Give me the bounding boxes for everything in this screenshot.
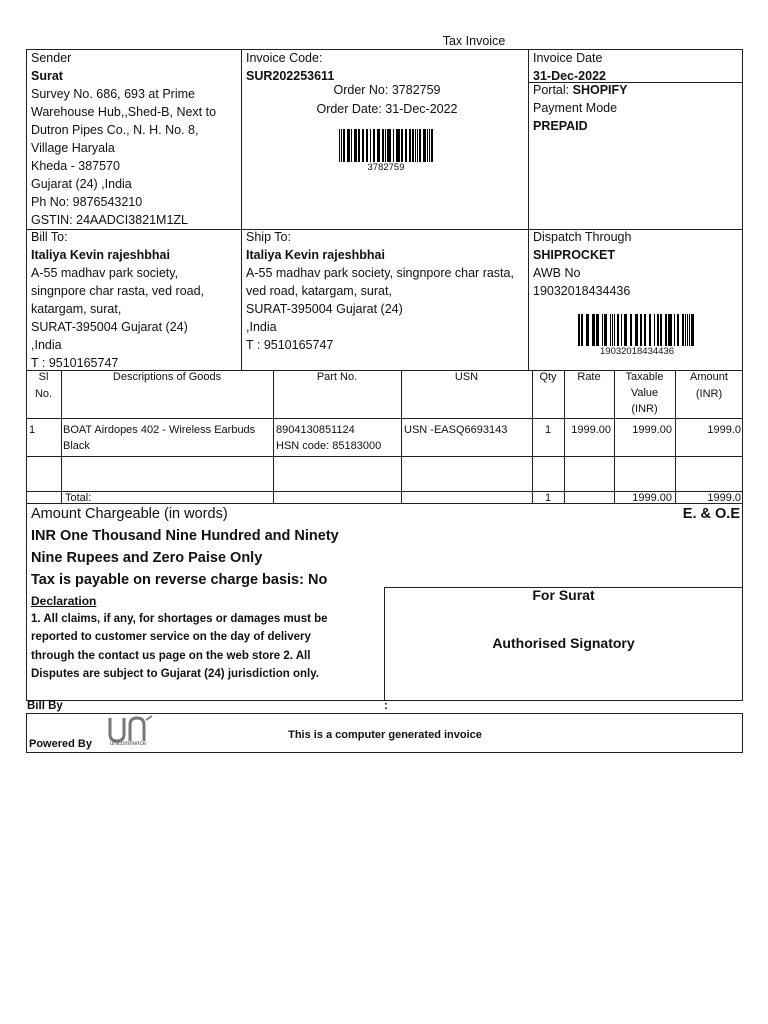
bill-to-address-line: katargam, surat, [31,302,122,316]
awb-barcode [578,314,696,346]
invoice-code: SUR202253611 [246,69,335,83]
row-sl: 1 [29,424,36,436]
dispatch-label: Dispatch Through [533,230,632,244]
awb-label: AWB No [533,266,581,280]
sender-label: Sender [31,51,72,65]
order-barcode [339,129,434,162]
row-amount: 1999.0 [707,424,741,436]
portal-label: Portal: [533,83,570,97]
sender-address-line: Kheda - 387570 [31,159,120,173]
bill-by-label: Bill By [27,700,63,712]
bill-by-colon: : [384,700,388,712]
ship-to-block [246,228,528,354]
barcode-bar [433,129,434,162]
row-rate: 1999.00 [571,424,611,436]
ship-to-label: Ship To: [246,230,291,244]
bill-to-name: Italiya Kevin rajeshbhai [31,248,170,262]
unicommerce-logo-text: unicommerce [109,741,146,747]
sender-address-line: Survey No. 686, 693 at Prime [31,87,195,101]
table-row [26,422,743,456]
barcode-bar [694,314,696,346]
declaration-text: 1. All claims, if any, for shortages or damages must be reported to customer service on the day of delivery through the contact us page on the web store 2. All Disputes are subject to Gujarat (24) jurisdiction only. [31,613,328,680]
header-qty: Qty [539,371,557,383]
header-usn: USN [454,371,479,383]
dispatch-carrier: SHIPROCKET [533,248,615,262]
row-qty: 1 [544,424,552,436]
invoice-meta-block [533,49,741,85]
sender-name: Surat [31,69,63,83]
bill-to-address-line: singnpore char rasta, ved road, [31,284,205,298]
sender-address-line: Village Haryala [31,141,115,155]
authorised-signatory: Authorised Signatory [492,635,635,651]
ship-to-name: Italiya Kevin rajeshbhai [246,248,385,262]
order-date: Order Date: 31-Dec-2022 [316,102,458,116]
header-rate: Rate [577,371,601,383]
row-description: BOAT Airdopes 402 - Wireless Earbuds Black [63,424,256,452]
invoice-code-label: Invoice Code: [246,51,323,65]
bill-to-address-line: SURAT-395004 Gujarat (24) [31,320,188,334]
sender-gstin: GSTIN: 24AADCI3821M1ZL [31,213,189,227]
header-sl-no: Sl No. [34,371,53,400]
eoe-label: E. & O.E [682,506,740,522]
order-barcode-text: 3782759 [367,162,405,173]
invoice-date: 31-Dec-2022 [533,69,606,83]
order-no: Order No: 3782759 [333,83,441,97]
sender-address-line: Dutron Pipes Co., N. H. No. 8, [31,123,199,137]
invoice-date-label: Invoice Date [533,51,603,65]
header-description: Descriptions of Goods [112,371,222,383]
bill-to-address-line: ,India [31,338,62,352]
total-taxable-value: 1999.00 [632,492,672,504]
sender-address-line: Gujarat (24) ,India [31,177,132,191]
header-taxable-value: Taxable Value (INR) [625,371,664,415]
document-title: Tax Invoice [442,34,506,48]
row-taxable-value: 1999.00 [632,424,672,436]
amount-words-label: Amount Chargeable (in words) [31,506,228,522]
total-amount: 1999.0 [707,492,741,504]
sender-phone: Ph No: 9876543210 [31,195,143,209]
bill-to-phone: T : 9510165747 [31,356,119,370]
unicommerce-logo [100,714,156,750]
payment-mode-value: PREPAID [533,119,588,133]
row-usn: USN -EASQ6693143 [404,424,508,436]
reverse-charge-note: Tax is payable on reverse charge basis: No [31,572,328,588]
portal-value: SHOPIFY [572,83,628,97]
signatory-for: For Surat [532,587,595,603]
ship-to-address-line: SURAT-395004 Gujarat (24) [246,302,403,316]
declaration-label: Declaration [31,594,97,608]
ship-to-phone: T : 9510165747 [246,338,334,352]
payment-mode-label: Payment Mode [533,101,618,115]
ship-to-address-line: ved road, katargam, surat, [246,284,392,298]
header-part-no: Part No. [316,371,358,383]
header-amount: Amount (INR) [690,371,728,400]
bill-to-address-line: A-55 madhav park society, [31,266,179,280]
awb-number: 19032018434436 [533,284,631,298]
sender-block [31,49,239,229]
computer-generated-note: This is a computer generated invoice [288,729,482,741]
ship-to-address-line: A-55 madhav park society, singnpore char rasta, [246,266,514,280]
bill-to-label: Bill To: [31,230,68,244]
dispatch-block [533,228,741,300]
amount-words-line: Nine Rupees and Zero Paise Only [31,550,263,566]
awb-barcode-text: 19032018434436 [600,346,674,357]
amount-words-line: INR One Thousand Nine Hundred and Ninety [31,528,339,544]
total-label: Total: [65,492,92,504]
sender-address-line: Warehouse Hub,,Shed-B, Next to [31,105,217,119]
total-qty: 1 [544,492,552,504]
ship-to-address-line: ,India [246,320,277,334]
powered-by-label: Powered By [29,738,92,750]
bill-to-block [31,228,239,372]
invoice-code-block [246,49,526,85]
row-part-no: 8904130851124 HSN code: 85183000 [276,424,382,452]
